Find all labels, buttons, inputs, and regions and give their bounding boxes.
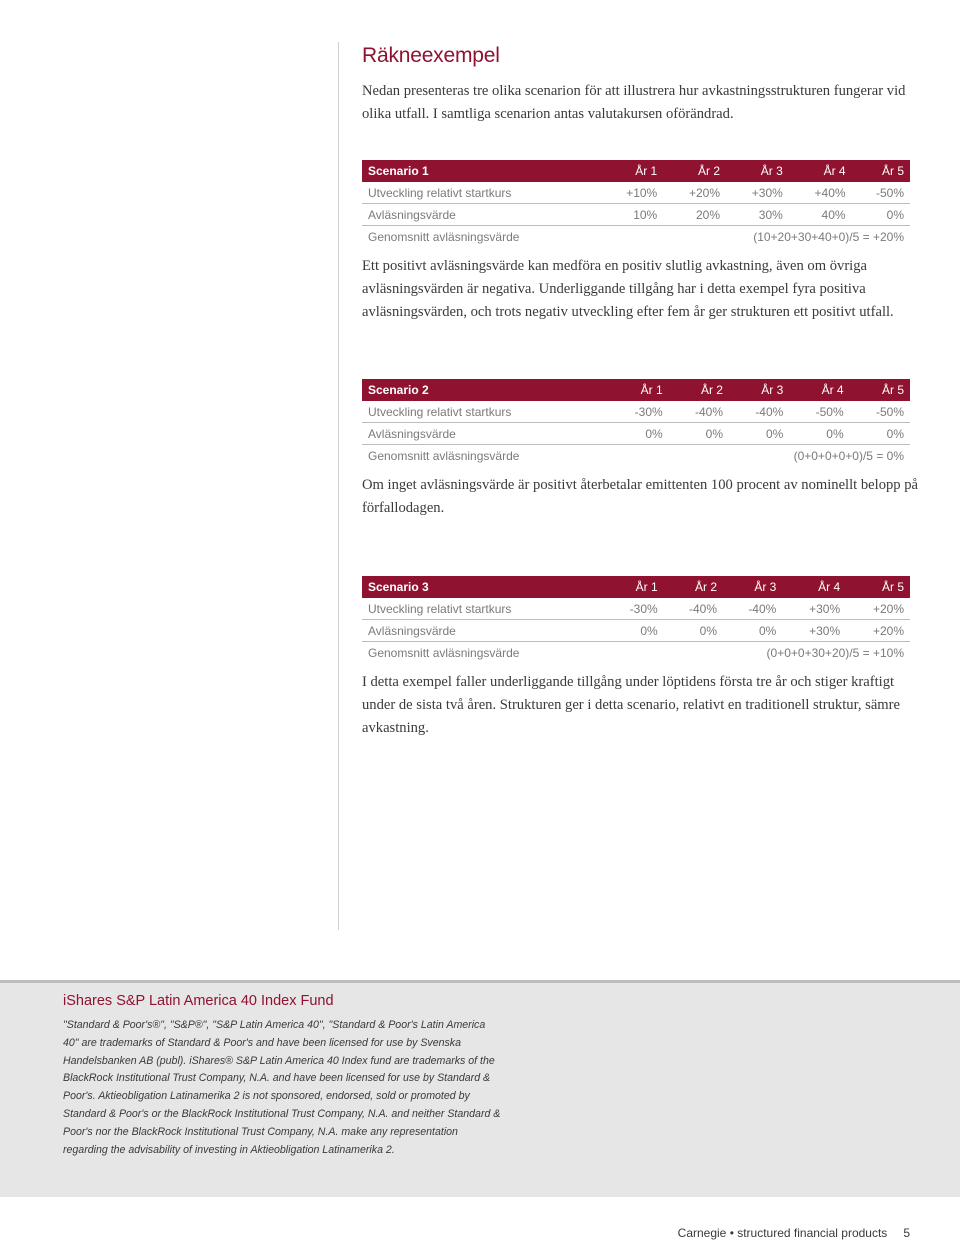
row-label: Genomsnitt avläsningsvärde	[368, 229, 520, 244]
table-cell: 0%	[789, 423, 849, 445]
table-row	[362, 598, 910, 620]
page-title: Räkneexempel	[362, 44, 500, 67]
row-label: Utveckling relativt startkurs	[362, 182, 600, 204]
footer-label: Carnegie • structured financial products	[677, 1226, 888, 1240]
row-label: Avläsningsvärde	[362, 620, 604, 642]
header-cell: År 1	[608, 379, 668, 401]
table-cell: -40%	[664, 598, 723, 620]
header-cell: År 2	[669, 379, 729, 401]
header-cell: År 5	[850, 379, 910, 401]
header-cell: År 4	[782, 576, 846, 598]
table-cell: 20%	[663, 204, 726, 226]
scenario-3-text-section	[362, 671, 922, 740]
scenario-2-text: Om inget avläsningsvärde är positivt återbetalar emittenten 100 procent av nominellt belopp på förfallodagen.	[362, 477, 919, 516]
table-cell: +30%	[782, 598, 846, 620]
scenario-3-table	[362, 576, 910, 663]
header-cell: År 4	[789, 160, 852, 182]
header-cell: År 3	[729, 379, 789, 401]
row-label: Genomsnitt avläsningsvärde	[368, 645, 520, 660]
header-cell: Scenario 2	[362, 379, 608, 401]
table-cell: 30%	[726, 204, 789, 226]
table-cell: -50%	[789, 401, 849, 423]
header-cell: År 1	[600, 160, 663, 182]
page-number: 5	[903, 1226, 910, 1240]
header-cell: År 3	[726, 160, 789, 182]
fund-title: iShares S&P Latin America 40 Index Fund	[63, 993, 334, 1009]
vertical-rule	[338, 42, 339, 930]
scenario-1-text-section	[362, 255, 922, 324]
header-cell: År 1	[604, 576, 663, 598]
header-cell: År 4	[789, 379, 849, 401]
table-cell: 0%	[850, 423, 910, 445]
row-label: Utveckling relativt startkurs	[362, 598, 604, 620]
table-cell: +10%	[600, 182, 663, 204]
legal-disclaimer: "Standard & Poor's®", "S&P®", "S&P Latin America 40", "Standard & Poor's Latin America 40" are trademarks of Standard & Poor's and have been licensed for use by Svenska Handelsbanken AB (publ). iShares® S&P Latin America 40 Index fund are trademarks of the BlackRock Institutional Trust Company, N.A. and have been licensed for use by Standard & Poor's. Aktieobligation Latinamerika 2 is not sponsored, endorsed, sold or promoted by Standard & Poor's or the BlackRock Institutional Trust Company, N.A. and neither Standard & Poor's nor the BlackRock Institutional Trust Company, N.A. make any representation regarding the advisability of investing in Aktieobligation Latinamerika 2.	[63, 1019, 501, 1156]
table-cell: -40%	[723, 598, 782, 620]
row-label: Avläsningsvärde	[362, 423, 608, 445]
table-cell: (10+20+30+40+0)/5 = +20%	[753, 229, 904, 244]
scenario-3-text: I detta exempel faller underliggande tillgång under löptidens första tre år och stiger kraftigt under de sista två åren. Strukturen ger i detta scenario, relativt en traditionell struktur, sämre avkastning.	[362, 674, 900, 736]
header-cell: År 3	[723, 576, 782, 598]
row-label: Genomsnitt avläsningsvärde	[368, 448, 520, 463]
table-cell: +20%	[846, 620, 910, 642]
table-cell: 40%	[789, 204, 852, 226]
table-row	[362, 182, 910, 204]
scenario-2-table	[362, 379, 910, 466]
table-cell: -50%	[852, 182, 910, 204]
header-cell: Scenario 1	[362, 160, 600, 182]
table-cell: 0%	[852, 204, 910, 226]
row-label: Avläsningsvärde	[362, 204, 600, 226]
table-cell: 10%	[600, 204, 663, 226]
header-cell: År 2	[664, 576, 723, 598]
table-header-row	[362, 379, 910, 401]
table-cell: +20%	[846, 598, 910, 620]
table-cell: (0+0+0+30+20)/5 = +10%	[766, 645, 904, 660]
scenario-1-text: Ett positivt avläsningsvärde kan medföra en positiv slutlig avkastning, även om övriga avläsningsvärden är negativa. Underliggande tillgång har i detta exempel fyra positiva avläsningsvärden, och trots negativ utveckling efter fem år ger strukturen ett positivt utfall.	[362, 258, 894, 320]
table-row	[362, 401, 910, 423]
intro-section	[362, 80, 922, 126]
table-cell: +40%	[789, 182, 852, 204]
table-cell: +30%	[782, 620, 846, 642]
intro-text: Nedan presenteras tre olika scenarion för att illustrera hur avkastningsstrukturen fungerar vid olika utfall. I samtliga scenarion antas valutakursen oförändrad.	[362, 83, 906, 122]
row-label: Utveckling relativt startkurs	[362, 401, 608, 423]
scenario-2-text-section	[362, 474, 922, 520]
table-cell: 0%	[604, 620, 663, 642]
table-cell: -30%	[604, 598, 663, 620]
table-cell: 0%	[723, 620, 782, 642]
table-cell: +30%	[726, 182, 789, 204]
table-row	[362, 642, 910, 664]
table-cell: -30%	[608, 401, 668, 423]
header-cell: År 2	[663, 160, 726, 182]
table-row	[362, 226, 910, 248]
table-row	[362, 204, 910, 226]
table-row	[362, 423, 910, 445]
table-header-row	[362, 160, 910, 182]
table-cell: +20%	[663, 182, 726, 204]
table-row	[362, 620, 910, 642]
table-cell: -40%	[669, 401, 729, 423]
table-cell: 0%	[664, 620, 723, 642]
page-footer	[678, 1226, 910, 1240]
header-cell: År 5	[846, 576, 910, 598]
table-cell: 0%	[669, 423, 729, 445]
table-row	[362, 445, 910, 467]
table-cell: (0+0+0+0+0)/5 = 0%	[793, 448, 904, 463]
table-cell: 0%	[729, 423, 789, 445]
table-cell: -50%	[850, 401, 910, 423]
scenario-1-table	[362, 160, 910, 247]
table-header-row	[362, 576, 910, 598]
header-cell: Scenario 3	[362, 576, 604, 598]
header-cell: År 5	[852, 160, 910, 182]
table-cell: 0%	[608, 423, 668, 445]
table-cell: -40%	[729, 401, 789, 423]
